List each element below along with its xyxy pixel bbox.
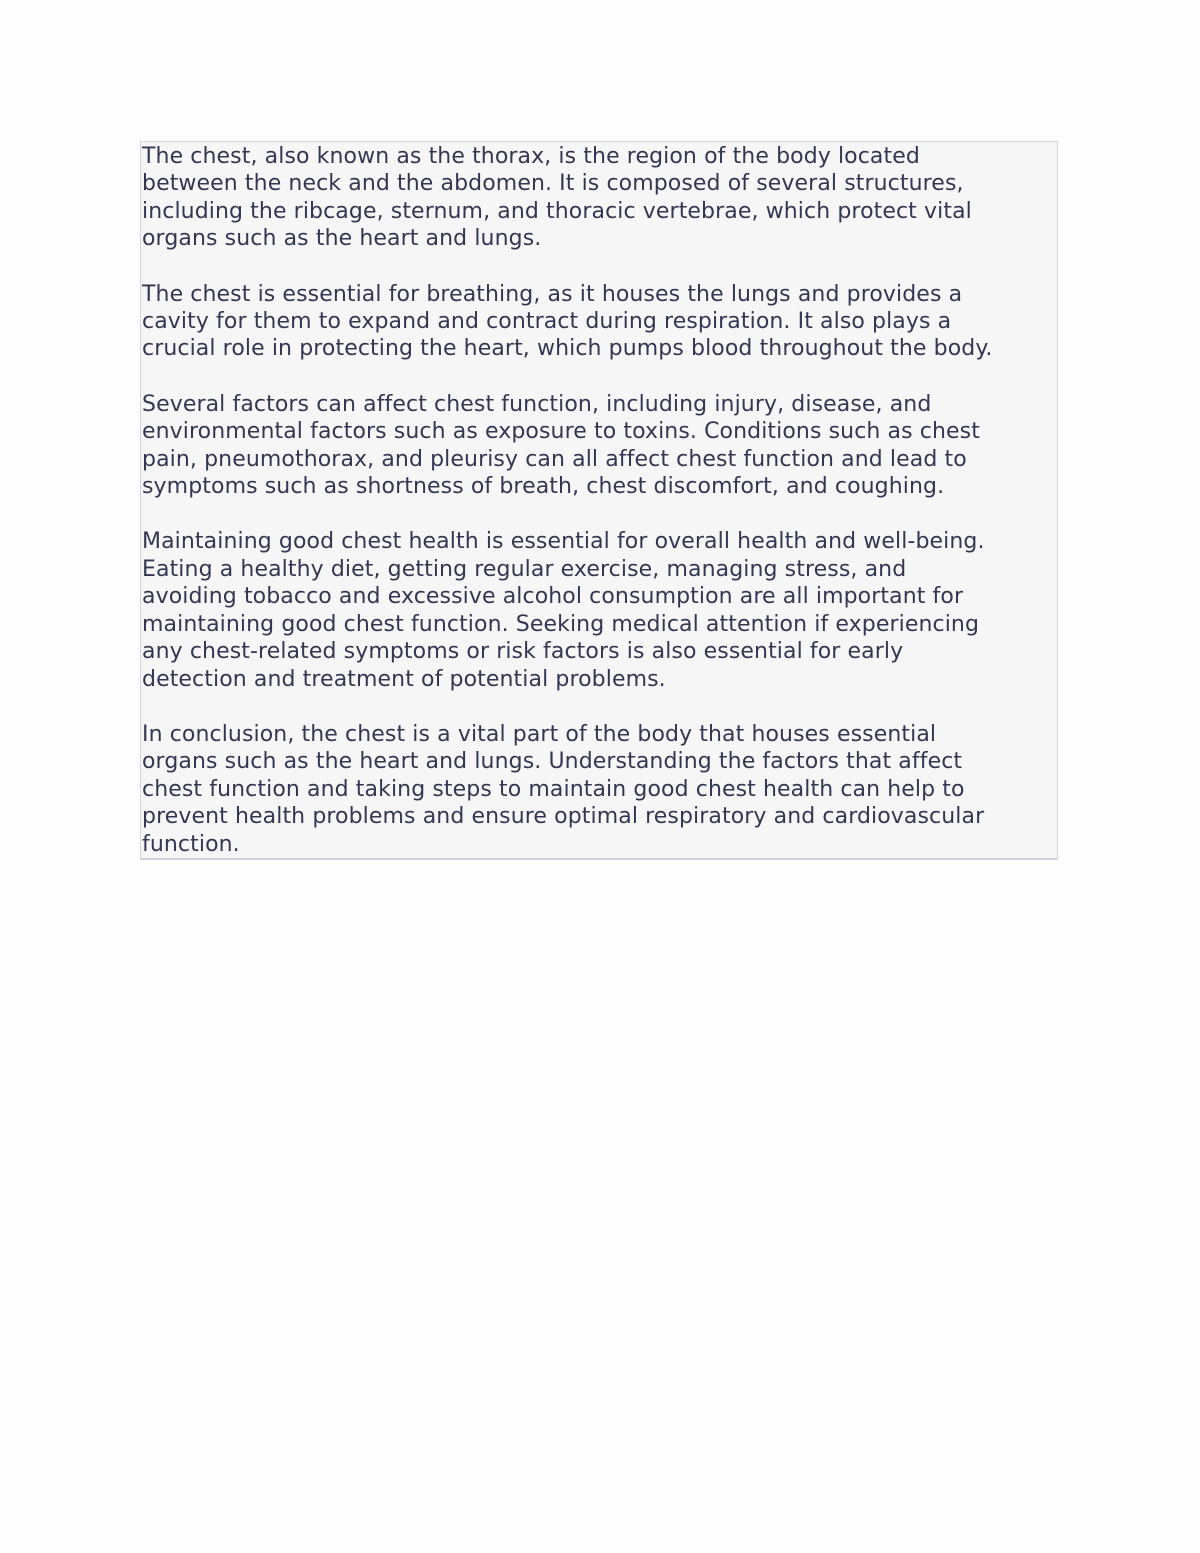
paragraph-chest-definition: The chest, also known as the thorax, is the region of the body located between the neck and the abdomen. It is composed of several structures, including the ribcage, sternum, and thoracic vertebrae, which protect vital organs such as the heart and lungs. [142, 144, 972, 252]
text-content-box [140, 141, 1058, 860]
paragraph-affecting-factors: Several factors can affect chest function, including injury, disease, and environmental factors such as exposure to toxins. Conditions such as chest pain, pneumothorax, and pleurisy can all affect chest function and lead to symptoms such as shortness of breath, chest discomfort, and coughing. [142, 391, 980, 500]
paragraph-conclusion: In conclusion, the chest is a vital part of the body that houses essential organs such as the heart and lungs. Understanding the factors that affect chest function and taking steps to maintain good chest health can help to prevent health problems and ensure optimal respiratory and cardiovascular function. [142, 721, 985, 857]
paragraph-breathing-role: The chest is essential for breathing, as it houses the lungs and provides a cavity for them to expand and contract during respiration. It also plays a crucial role in protecting the heart, which pumps blood throughout the body. [142, 281, 993, 362]
paragraph-maintaining-health: Maintaining good chest health is essential for overall health and well-being. Eating a healthy diet, getting regular exercise, managing stress, and avoiding tobacco and excessive alcohol consumption are all important for maintaining good chest function. Seeking medical attention if experiencing any chest-related symptoms or risk factors is also essential for early detection and treatment of potential problems. [142, 529, 985, 692]
